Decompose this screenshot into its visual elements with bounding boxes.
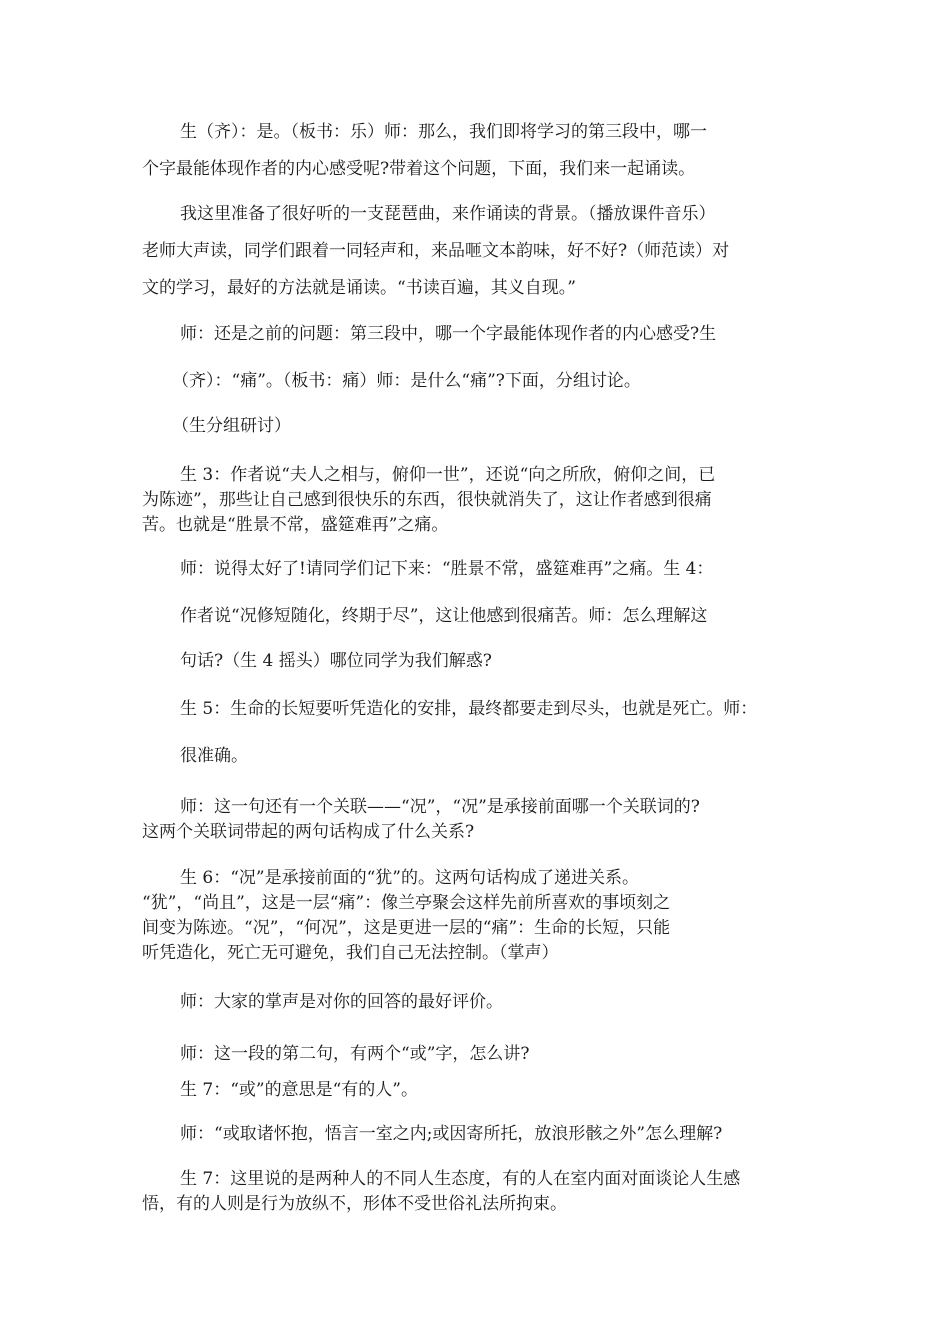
text-line: 生 6：“况”是承接前面的“犹”的。这两句话构成了递进关系。 [180,868,639,888]
text-line: 师：“或取诸怀抱，悟言一室之内;或因寄所托，放浪形骸之外”怎么理解? [180,1124,723,1144]
text-line: 个字最能体现作者的内心感受呢?带着这个问题，下面，我们来一起诵读。 [142,159,696,179]
text-line: “犹”，“尚且”，这是一层“痛”：像兰亭聚会这样先前所喜欢的事顷刻之 [142,893,671,913]
text-line: （生分组研讨） [172,416,291,436]
text-line: 为陈迹”，那些让自己感到很快乐的东西，很快就消失了，这让作者感到很痛 [142,490,712,510]
text-line: 师：说得太好了!请同学们记下来：“胜景不常，盛筵难再”之痛。生 4： [180,559,714,579]
text-line: 生 5：生命的长短要听凭造化的安排，最终都要走到尽头，也就是死亡。师： [180,699,758,719]
text-line: 这两个关联词带起的两句话构成了什么关系? [142,822,475,842]
text-line: 作者说“况修短随化，终期于尽”，这让他感到很痛苦。师：怎么理解这 [180,606,708,626]
text-line: 生 7：“或”的意思是“有的人”。 [180,1080,418,1100]
text-line: 生（齐）：是。（板书：乐）师：那么，我们即将学习的第三段中，哪一 [180,122,707,142]
text-line: 师：这一句还有一个关联——“况”，“况”是承接前面哪一个关联词的? [180,797,700,817]
text-line: 文的学习，最好的方法就是诵读。“书读百遍，其义自现。” [142,278,576,298]
text-line: 生 7：这里说的是两种人的不同人生态度，有的人在室内面对面谈论人生感 [180,1169,741,1189]
text-line: 生 3：作者说“夫人之相与，俯仰一世”，还说“向之所欣，俯仰之间，已 [180,465,716,485]
text-line: 悟，有的人则是行为放纵不，形体不受世俗礼法所拘束。 [142,1194,567,1214]
text-line: 师：大家的掌声是对你的回答的最好评价。 [180,992,503,1012]
text-line: 师：这一段的第二句，有两个“或”字，怎么讲? [180,1044,530,1064]
text-line: 师：还是之前的问题：第三段中，哪一个字最能体现作者的内心感受?生 [180,324,717,344]
text-line: 听凭造化，死亡无可避免，我们自己无法控制。（掌声） [142,943,559,963]
text-line: 很准确。 [180,746,248,766]
text-line: 老师大声读，同学们跟着一同轻声和，来品咂文本韵味，好不好?（师范读）对 [142,241,730,261]
text-line: 我这里准备了很好听的一支琵琶曲，来作诵读的背景。（播放课件音乐） [180,204,716,224]
text-line: （齐）：“痛”。（板书：痛）师：是什么“痛”?下面，分组讨论。 [172,371,641,391]
text-line: 苦。也就是“胜景不常，盛筵难再”之痛。 [142,515,449,535]
text-line: 句话?（生 4 摇头）哪位同学为我们解惑? [180,651,492,671]
text-line: 间变为陈迹。“况”，“何况”，这是更进一层的“痛”：生命的长短，只能 [142,918,671,938]
